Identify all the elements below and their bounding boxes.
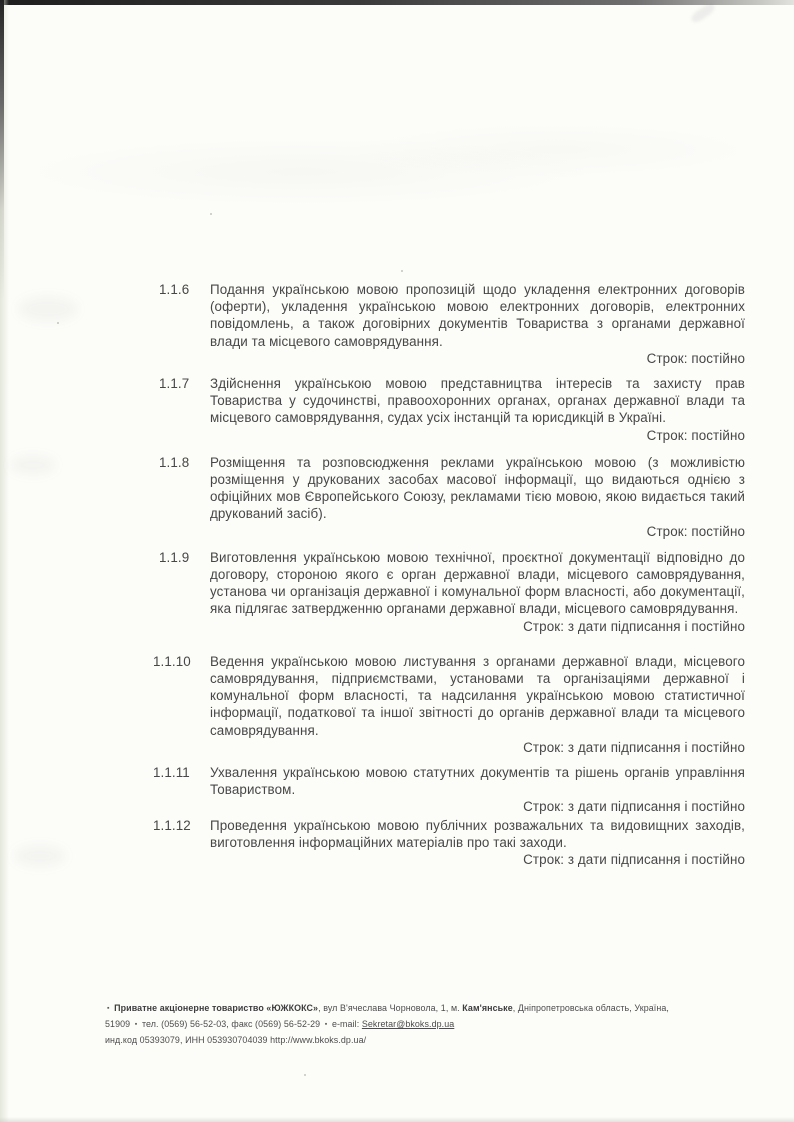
scan-speck [304, 1074, 306, 1076]
footer-line-1 [105, 1001, 752, 1017]
postal-code: 51909 [105, 1019, 131, 1029]
clause-term: Строк: постійно [646, 427, 745, 443]
scan-artifact-bottom-shadow [0, 1117, 794, 1122]
email-label: e-mail: [331, 1019, 360, 1029]
clause-text: Виготовлення українською мовою технічної, проєктної документації відповідно до договору, стороною якого є орган державної влади, місцевого самоврядування, установа чи організація державної і комунальної форм власності, або документації, яка підлягає затвердженню органами державної влади, місцевого самоврядування. [210, 549, 745, 617]
clause-body [210, 817, 745, 869]
address-post: , Дніпропетровська область, Україна, [512, 1003, 669, 1013]
clause-term: Строк: постійно [646, 523, 745, 539]
document-body [0, 281, 794, 868]
clause-body [210, 454, 745, 540]
clause-text: Проведення українською мовою публічних розважальних та видовищних заходів, виготовлення інформаційних матеріалів про такі заходи. [210, 817, 745, 850]
clause-number: 1.1.9 [159, 549, 190, 565]
clause-term: Строк: постійно [646, 350, 745, 366]
clause-term: Строк: з дати підписання і постійно [523, 618, 745, 634]
clause-number: 1.1.12 [153, 817, 191, 833]
clause-body [210, 764, 745, 816]
clause-number: 1.1.10 [153, 653, 191, 669]
scan-artifact-top-edge [0, 0, 794, 5]
footer-line-3: инд.код 05393079, ИНН 053930704039 http://www.bkoks.dp.ua/ [105, 1035, 367, 1045]
email-address: Sekretar@bkoks.dp.ua [361, 1019, 455, 1029]
clause-body [210, 549, 745, 635]
company-name: Приватне акціонерне товариство «ЮЖКОКС» [114, 1003, 319, 1013]
clause-number: 1.1.8 [159, 454, 190, 470]
clause-1-1-11 [153, 764, 745, 816]
clause-1-1-8 [153, 454, 745, 540]
clause-1-1-6 [153, 281, 745, 367]
clause-number: 1.1.11 [153, 765, 190, 781]
clause-text: Подання українською мовою пропозицій щодо укладення електронних договорів (оферти), укладення українською мовою електронних договорів, електронних повідомлень, а також договірних документів Товариства з органами державної влади та місцевого самоврядування. [210, 282, 745, 349]
clause-text: Ведення українською мовою листування з органами державної влади, місцевого самоврядування, підприємствами, установами та організаціями державної і комунальної форм власності, та надсилання українською мовою статистичної інформації, податкової та іншої звітності до органів державної влади та місцевого самоврядування. [210, 653, 745, 738]
clause-text: Ухвалення українською мовою статутних документів та рішень органів управління Товариством. [210, 765, 745, 798]
clause-1-1-7 [153, 375, 745, 444]
scan-artifact-left-shadow [0, 0, 4, 300]
clause-term: Строк: з дати підписання і постійно [523, 799, 745, 815]
square-bullet-icon: ▪ [107, 1005, 110, 1012]
square-bullet-icon: ▪ [134, 1021, 138, 1028]
address-pre: , вул В'ячеслава Чорновола, 1, м. [318, 1003, 463, 1013]
clause-body [210, 653, 745, 756]
clause-body [210, 281, 745, 367]
clause-text: Розміщення та розповсюдження реклами українською мовою (з можливістю розміщення у друкованих засобах масової інформації, що видаються однією з офіційних мов Європейського Союзу, рекламами тією мовою, якою видається такий друкований засіб). [210, 454, 745, 522]
clause-number: 1.1.7 [159, 376, 190, 392]
square-bullet-icon: ▪ [324, 1021, 328, 1028]
clause-1-1-9 [153, 549, 745, 635]
clause-term: Строк: з дати підписання і постійно [523, 852, 745, 868]
address-city: Кам'янське [462, 1003, 513, 1013]
clause-text: Здійснення українською мовою представництва інтересів та захисту прав Товариства у судочинстві, правоохоронних органах, органах державної влади та місцевого самоврядування, судах усіх інстанцій та юрисдикцій в Україні. [210, 376, 745, 426]
clause-number: 1.1.6 [159, 282, 190, 297]
clause-term: Строк: з дати підписання і постійно [523, 739, 745, 755]
footer-line-2 [105, 1017, 752, 1033]
clause-1-1-12 [153, 817, 745, 869]
scan-speck [401, 270, 403, 272]
letterhead-footer [105, 1001, 752, 1047]
clause-body [210, 375, 745, 444]
clause-1-1-10 [153, 653, 745, 756]
scan-speck [210, 213, 212, 215]
phone-fax: тел. (0569) 56-52-03, факс (0569) 56-52-29 [141, 1019, 321, 1029]
